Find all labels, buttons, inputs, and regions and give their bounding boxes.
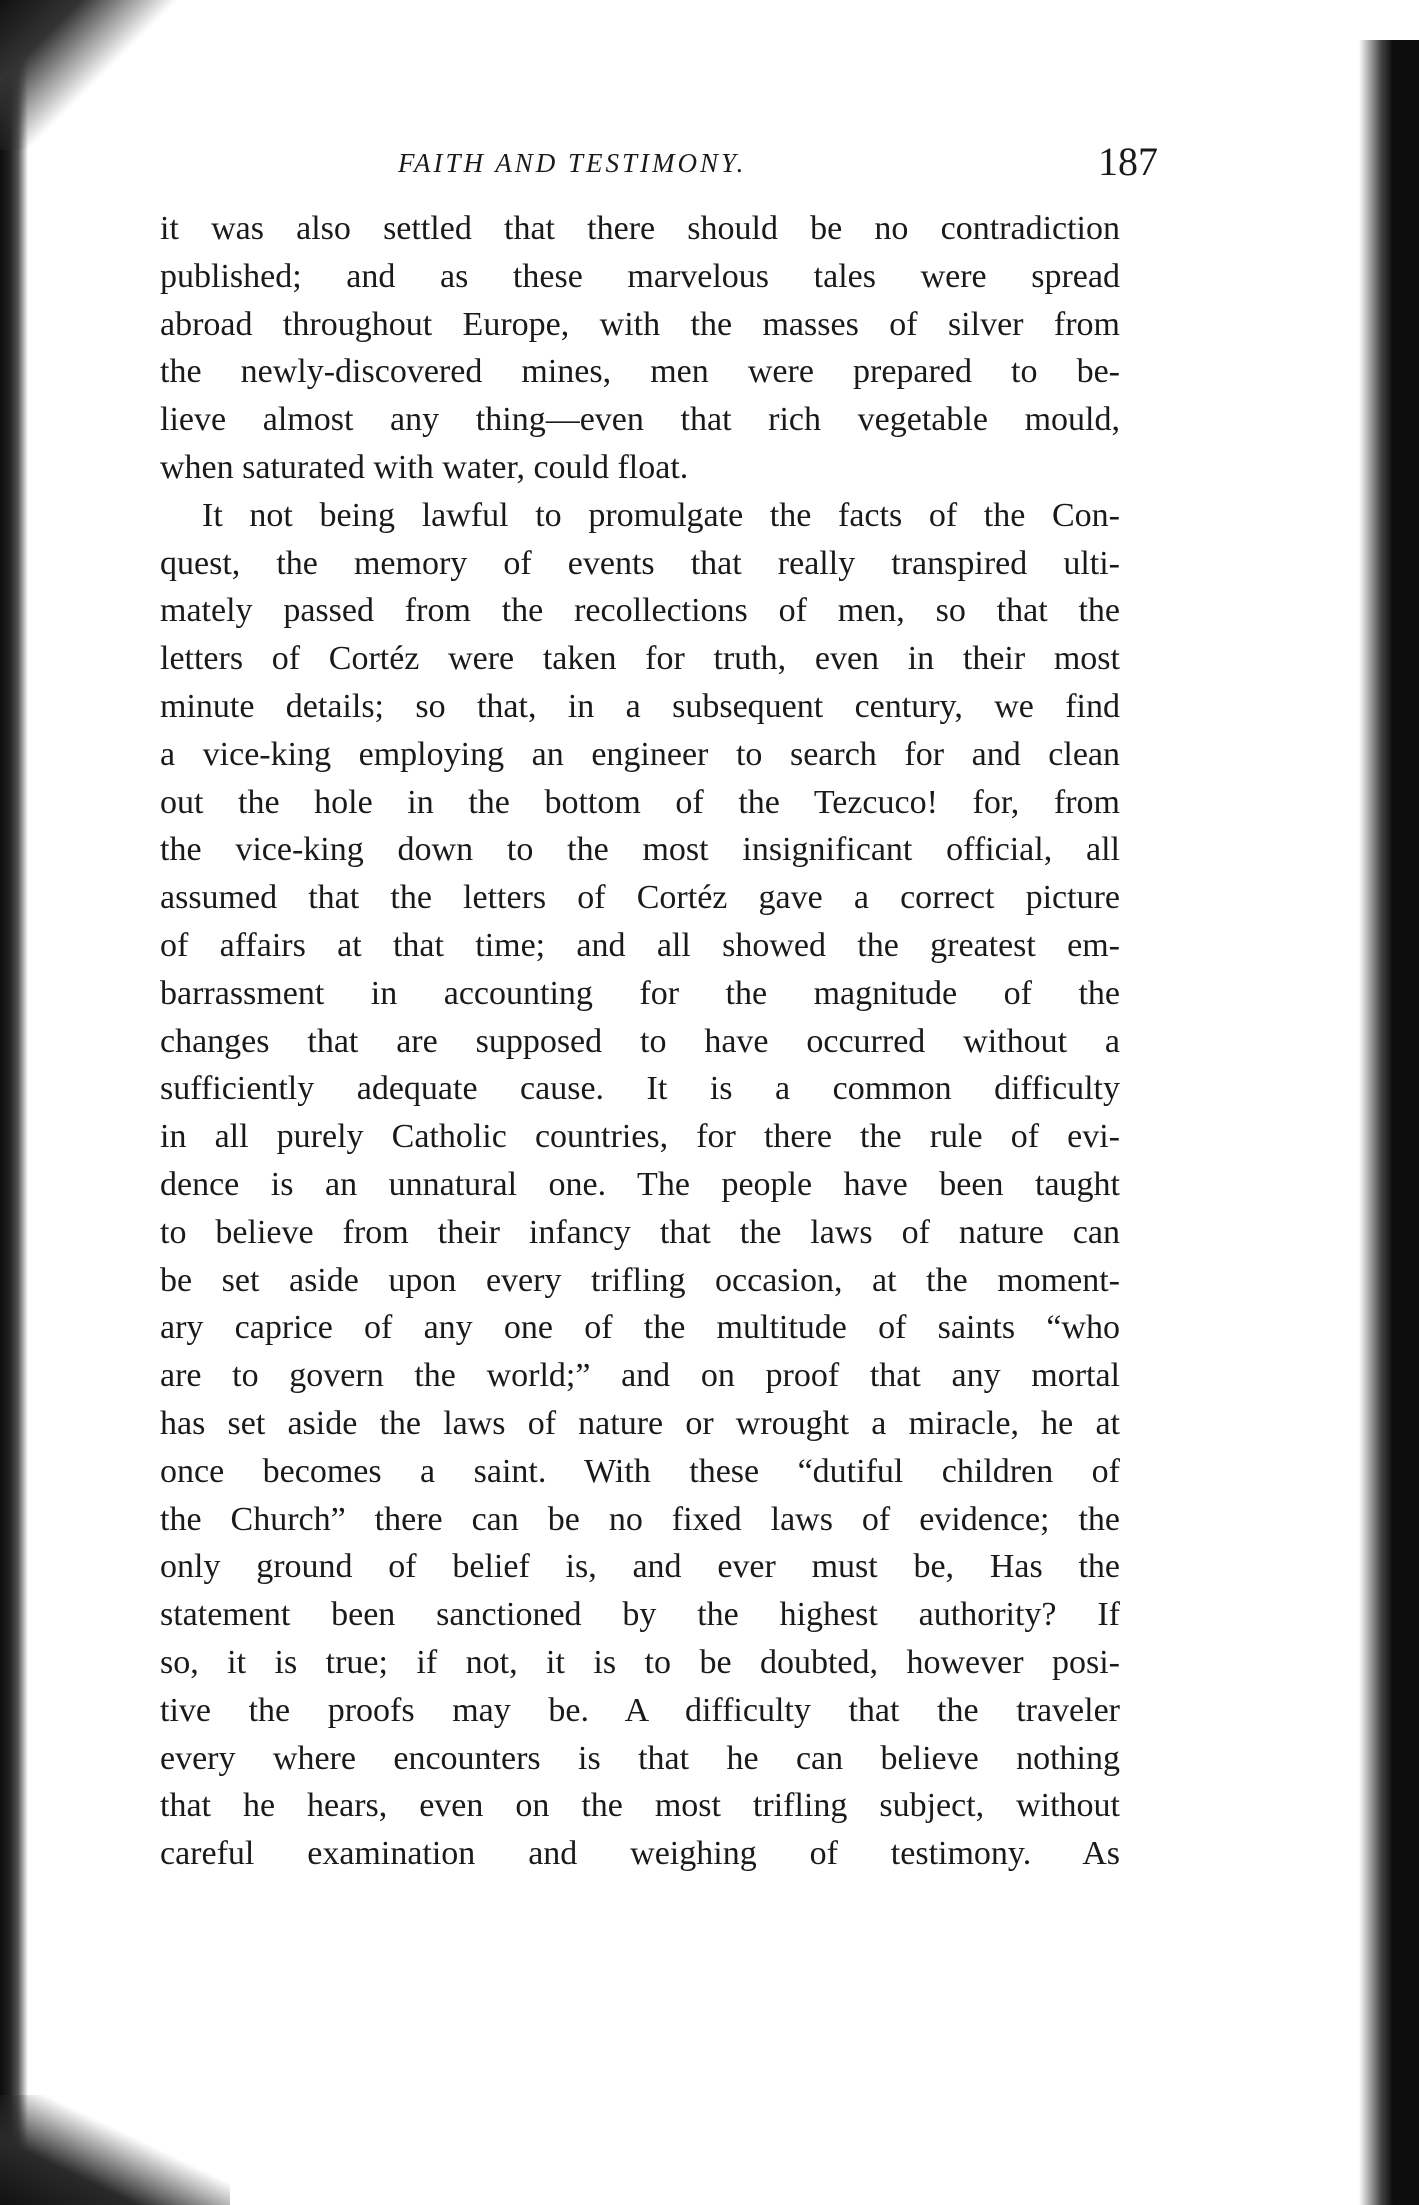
body-text xyxy=(160,205,1120,1878)
text-line: of affairs at that time; and all showed the greatest em- xyxy=(160,926,1120,964)
scan-shadow-left xyxy=(0,0,28,2205)
text-line: the vice-king down to the most insignificant official, all xyxy=(160,831,1120,869)
text-line: to believe from their infancy that the laws of nature can xyxy=(160,1213,1120,1251)
text-line: in all purely Catholic countries, for there the rule of evi- xyxy=(160,1118,1120,1156)
text-line: barrassment in accounting for the magnitude of the xyxy=(160,974,1120,1012)
page-number: 187 xyxy=(1098,139,1158,184)
text-line: dence is an unnatural one. The people have been taught xyxy=(160,1165,1120,1203)
text-line: lieve almost any thing—even that rich vegetable mould, xyxy=(160,401,1120,439)
text-line: every where encounters is that he can believe nothing xyxy=(160,1739,1120,1777)
text-line: once becomes a saint. With these “dutiful children of xyxy=(160,1452,1120,1490)
text-line: assumed that the letters of Cortéz gave a correct picture xyxy=(160,879,1120,917)
text-line: careful examination and weighing of testimony. As xyxy=(160,1835,1120,1873)
text-line: the Church” there can be no fixed laws of evidence; the xyxy=(160,1500,1120,1538)
page-header xyxy=(398,138,1158,198)
text-line: sufficiently adequate cause. It is a common difficulty xyxy=(160,1070,1120,1108)
text-line: the newly-discovered mines, men were prepared to be- xyxy=(160,353,1120,391)
text-line: ary caprice of any one of the multitude of saints “who xyxy=(160,1309,1120,1347)
scan-shadow-top-corner xyxy=(0,0,220,150)
text-line: quest, the memory of events that really transpired ulti- xyxy=(160,544,1120,582)
text-line: are to govern the world;” and on proof that any mortal xyxy=(160,1357,1120,1395)
text-line: has set aside the laws of nature or wrought a miracle, he at xyxy=(160,1404,1120,1442)
text-line: tive the proofs may be. A difficulty that the traveler xyxy=(160,1691,1120,1729)
text-line: that he hears, even on the most trifling subject, without xyxy=(160,1787,1120,1825)
text-line: when saturated with water, could float. xyxy=(160,448,689,486)
text-line: It not being lawful to promulgate the facts of the Con- xyxy=(202,496,1120,534)
text-line: published; and as these marvelous tales were spread xyxy=(160,257,1120,295)
text-line: it was also settled that there should be no contradiction xyxy=(160,210,1120,247)
text-line: be set aside upon every trifling occasion, at the moment- xyxy=(160,1261,1120,1299)
text-line: changes that are supposed to have occurred without a xyxy=(160,1022,1120,1060)
text-line: abroad throughout Europe, with the masses of silver from xyxy=(160,305,1120,343)
text-line: out the hole in the bottom of the Tezcuco! for, from xyxy=(160,783,1120,821)
text-line: minute details; so that, in a subsequent century, we find xyxy=(160,687,1120,725)
text-line: only ground of belief is, and ever must be, Has the xyxy=(160,1548,1120,1586)
text-line: a vice-king employing an engineer to search for and clean xyxy=(160,735,1120,773)
text-line: letters of Cortéz were taken for truth, even in their most xyxy=(160,640,1120,678)
running-title: FAITH AND TESTIMONY. xyxy=(398,148,747,178)
scan-shadow-right xyxy=(1359,40,1419,2205)
text-line: so, it is true; if not, it is to be doubted, however posi- xyxy=(160,1643,1120,1681)
text-line: statement been sanctioned by the highest authority? If xyxy=(160,1596,1120,1634)
text-line: mately passed from the recollections of men, so that the xyxy=(160,592,1120,630)
scan-shadow-bottom-corner xyxy=(0,2095,230,2205)
